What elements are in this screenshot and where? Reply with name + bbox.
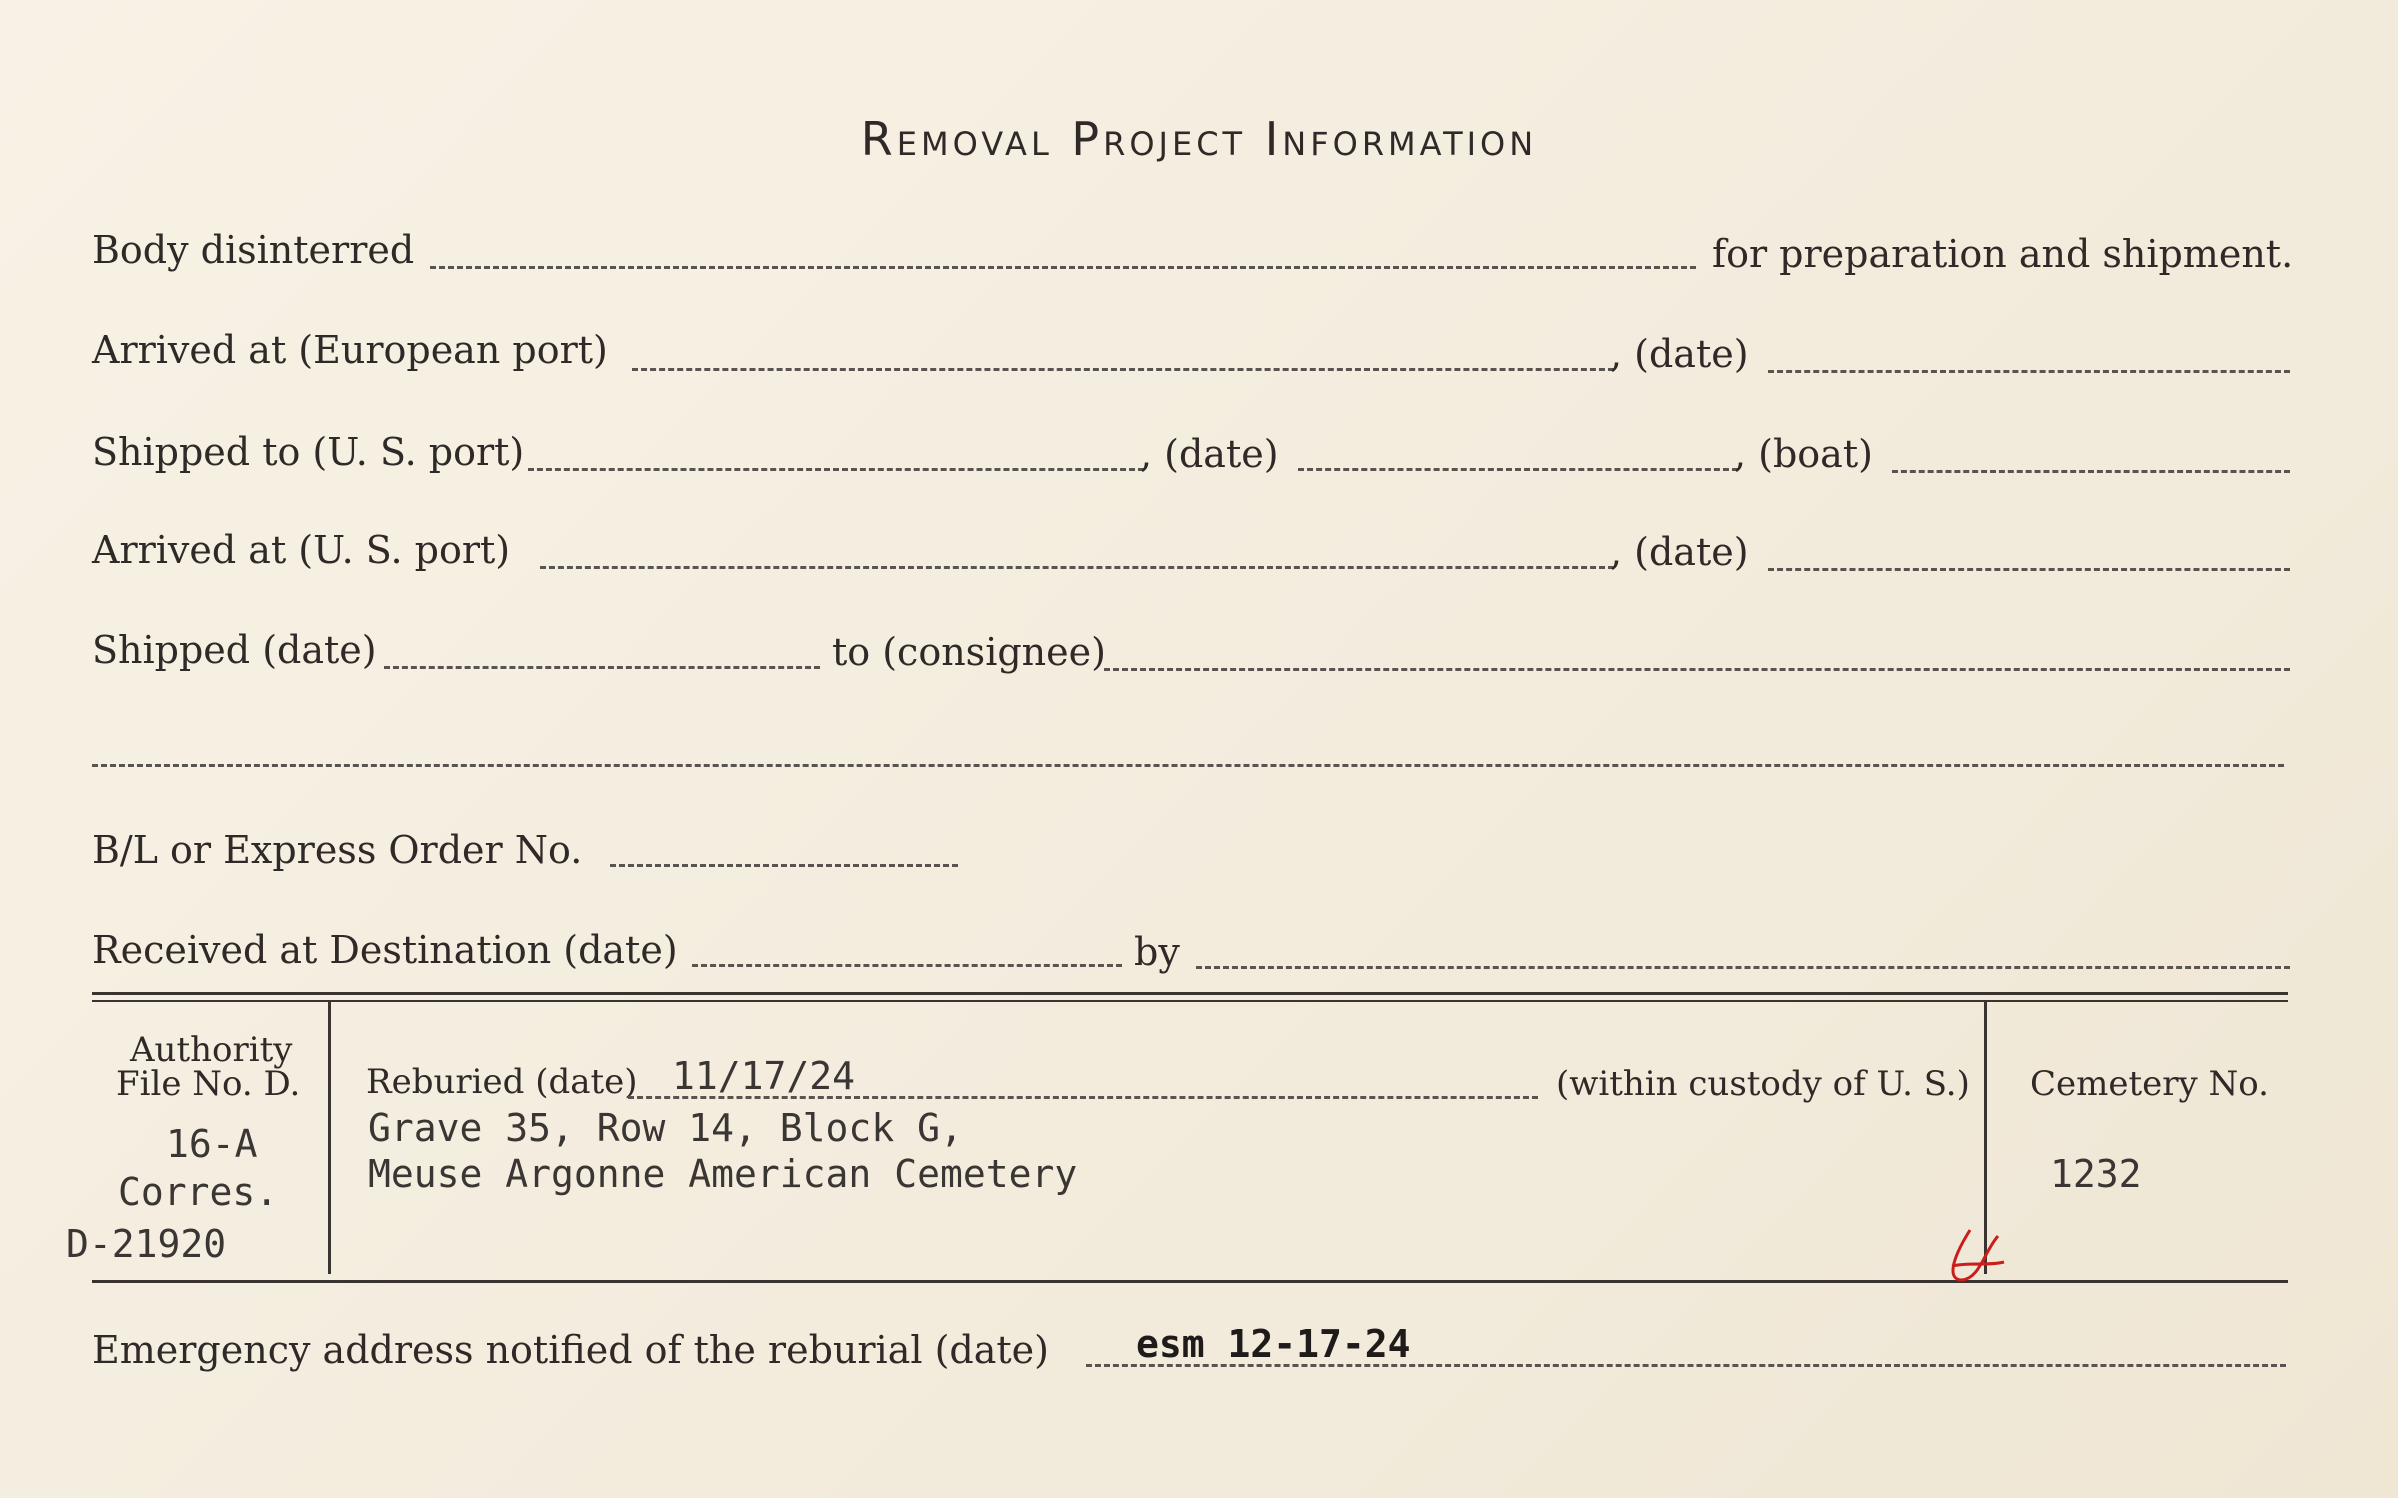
file-no-label: File No. D.	[116, 1064, 301, 1104]
emergency-address-label: Emergency address notified of the reburial (date)	[92, 1328, 1049, 1372]
cemetery-no-value: 1232	[2050, 1152, 2142, 1196]
form-title: Removal Project Information	[860, 112, 1538, 166]
shipped-to-us-port-label: Shipped to (U. S. port)	[92, 430, 525, 474]
box-top-rule-2	[92, 1000, 2288, 1002]
received-date-line	[692, 964, 1122, 967]
cemetery-no-label: Cemetery No.	[2030, 1064, 2269, 1104]
consignee-continuation-line	[92, 764, 2284, 767]
body-disinterred-line	[430, 266, 1696, 269]
cemetery-name-line: Meuse Argonne American Cemetery	[368, 1152, 1078, 1196]
emergency-date-value: esm 12-17-24	[1136, 1322, 1411, 1366]
boat-line	[1892, 470, 2290, 473]
consignee-line	[1104, 668, 2290, 671]
arrived-us-port-label: Arrived at (U. S. port)	[92, 528, 511, 572]
consignee-label: to (consignee)	[832, 630, 1106, 674]
shipped-date-row-label: Shipped (date)	[92, 628, 377, 672]
european-port-line	[632, 368, 1614, 371]
received-by-label: by	[1134, 930, 1180, 974]
european-date-line	[1768, 370, 2290, 373]
received-by-line	[1196, 966, 2290, 969]
file-value-1: 16-A	[166, 1122, 258, 1166]
arrived-european-port-label: Arrived at (European port)	[92, 328, 608, 372]
bl-express-line	[610, 864, 958, 867]
reburied-label: Reburied (date)	[366, 1062, 638, 1102]
grave-location-line: Grave 35, Row 14, Block G,	[368, 1106, 963, 1150]
arrived-us-date-line	[1768, 568, 2290, 571]
boat-label: , (boat)	[1734, 432, 1873, 476]
reburied-date-value: 11/17/24	[672, 1054, 856, 1098]
file-value-2: Corres.	[118, 1170, 279, 1214]
box-divider-left	[328, 1002, 331, 1274]
file-value-3: D-21920	[66, 1222, 227, 1266]
us-port-line	[528, 468, 1144, 471]
box-top-rule	[92, 992, 2288, 995]
red-initial-mark	[1940, 1222, 2020, 1292]
authority-label: Authority	[130, 1030, 293, 1070]
bl-express-label: B/L or Express Order No.	[92, 828, 583, 872]
preparation-shipment-label: for preparation and shipment.	[1712, 232, 2294, 276]
european-date-label: , (date)	[1610, 332, 1749, 376]
body-disinterred-label: Body disinterred	[92, 228, 415, 272]
custody-label: (within custody of U. S.)	[1556, 1064, 1970, 1104]
shipped-date-label: , (date)	[1140, 432, 1279, 476]
arrived-us-date-label: , (date)	[1610, 530, 1749, 574]
shipped-date-line	[1298, 468, 1738, 471]
received-destination-label: Received at Destination (date)	[92, 928, 678, 972]
arrived-us-port-line	[540, 566, 1614, 569]
shipped-date-row-line	[384, 666, 820, 669]
